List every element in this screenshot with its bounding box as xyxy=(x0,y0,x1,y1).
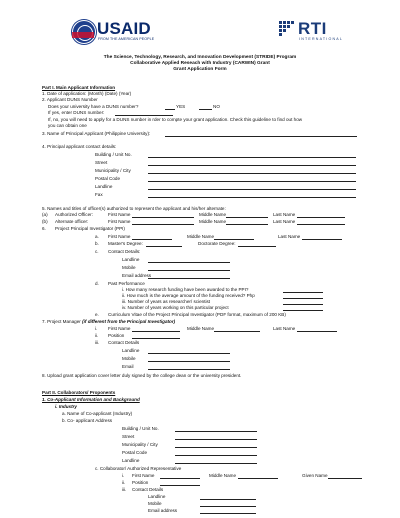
pm-last-name-label: Last Name xyxy=(273,326,296,331)
q2-duns: 2. Applicant DUNS Number xyxy=(42,97,98,102)
co-postal-label: Postal Code xyxy=(122,450,148,455)
ppi-landline-input[interactable] xyxy=(148,262,230,263)
alternate-middle-name-label: Middle Name xyxy=(199,219,227,224)
officer-last-name-label: Last Name xyxy=(273,212,296,217)
ppi-last-name-label: Last Name xyxy=(278,234,301,239)
rep-i-label: i. xyxy=(122,473,125,478)
pp-ii-input[interactable] xyxy=(283,298,323,299)
contact-fax-input[interactable] xyxy=(148,197,356,198)
rep-position-label: Position xyxy=(132,480,149,485)
ppi-contact-details-label: Contact Details: xyxy=(108,249,141,254)
rep-mobile-input[interactable] xyxy=(200,506,256,507)
officer-last-name-input[interactable] xyxy=(297,217,345,218)
masters-degree-input[interactable] xyxy=(146,246,182,247)
co-postal-input[interactable] xyxy=(175,455,257,456)
ppi-mobile-label: Mobile xyxy=(122,265,136,270)
alternate-last-name-input[interactable] xyxy=(297,224,345,225)
rep-mobile-label: Mobile xyxy=(148,501,162,506)
authorized-officer-label: Authorized Officer: xyxy=(55,212,93,217)
duns-no-blank[interactable] xyxy=(199,109,212,110)
rti-logo-icon xyxy=(279,21,295,37)
contact-street-label: Street xyxy=(95,160,108,165)
pp-iii-question: iii. Number of years as researcher/ scientist xyxy=(122,299,211,304)
program-title: The Science, Technology, Research, and Innovation Development (STRIDE) Program xyxy=(103,55,297,60)
contact-landline-label: Landline xyxy=(95,184,113,189)
pp-iv-question: iv. Number of years working on this particular project xyxy=(122,305,229,310)
alternate-middle-name-input[interactable] xyxy=(226,224,268,225)
contact-street-input[interactable] xyxy=(148,165,356,166)
rep-middle-name-input[interactable] xyxy=(238,478,278,479)
duns-number-input[interactable] xyxy=(115,115,173,116)
ppi-e-label: e. xyxy=(95,312,99,317)
doctorate-degree-input[interactable] xyxy=(238,246,276,247)
pp-i-input[interactable] xyxy=(283,292,323,293)
ppi-email-input[interactable] xyxy=(148,278,230,279)
pm-first-name-input[interactable] xyxy=(132,331,180,332)
cv-upload-label[interactable]: Curriculum Vitae of the Project Principal Investigator (PDF format, maximum of 200 KB) xyxy=(108,312,286,317)
alternate-first-name-input[interactable] xyxy=(132,224,194,225)
q7-note: (if different from the Principal Investigator) xyxy=(82,319,176,324)
rep-landline-label: Landline xyxy=(148,494,166,499)
co-landline-input[interactable] xyxy=(175,463,257,464)
co-building-input[interactable] xyxy=(175,431,257,432)
coapplicant-address-label: b. Co- applicant Address xyxy=(62,418,113,423)
pm-contact-details-label: Contact Details xyxy=(108,340,140,345)
rep-middle-name-label: Middle Name xyxy=(209,473,237,478)
rep-contact-details-label: Contact Details xyxy=(132,487,164,492)
ppi-mobile-input[interactable] xyxy=(148,270,230,271)
rep-given-name-label: Given Name xyxy=(302,473,328,478)
applicant-name-input[interactable] xyxy=(165,136,357,137)
officer-first-name-input[interactable] xyxy=(132,217,194,218)
form-title: Grant Application Form xyxy=(173,67,227,72)
q7-label: 7. Project Manager xyxy=(42,319,81,324)
usaid-seal-band xyxy=(72,32,94,38)
q2c-note-line1: If, no, you will need to apply for a DUNS number in rder to compte your grant application. Check this guideline to find out how xyxy=(48,117,303,122)
contact-postal-input[interactable] xyxy=(148,181,356,182)
part1-title: Part I. Main Applicant Information xyxy=(42,85,116,90)
duns-no-label: NO xyxy=(213,104,220,109)
officer-first-name-label: First Name xyxy=(108,212,131,217)
past-performance-label: Past Performance xyxy=(108,281,145,286)
alternate-last-name-label: Last Name xyxy=(273,219,296,224)
rep-landline-input[interactable] xyxy=(200,499,256,500)
part2-section1-title: 1. Co-Applicant Information and Background xyxy=(42,397,140,402)
ppi-heading: Project Principal Investigator (PPI) xyxy=(55,226,125,231)
usaid-logo-text: USAID xyxy=(97,19,151,38)
q2c-note-line2: you can obtain one xyxy=(48,123,87,128)
masters-degree-label: Master's Degree: xyxy=(108,241,143,246)
q2b-duns-number: If yes, enter DUNS number: xyxy=(48,110,105,115)
pm-position-label: Position xyxy=(108,333,125,338)
collaborator-rep-label: c. Collaborator/ Authorized Representative xyxy=(95,466,182,471)
rep-email-label: Email address xyxy=(148,508,178,513)
rep-email-input[interactable] xyxy=(200,513,256,514)
ppi-first-name-label: First Name xyxy=(108,234,131,239)
ppi-email-label: Email address xyxy=(122,273,152,278)
contact-city-label: Municipality / City xyxy=(95,168,131,173)
pm-first-name-label: First Name xyxy=(108,326,131,331)
co-landline-label: Landline xyxy=(122,458,140,463)
co-street-label: Street xyxy=(122,434,135,439)
grant-title: Collaborative Applied Reseach with Industry (CARWIN) Grant xyxy=(130,61,270,66)
q5b-label: (b) xyxy=(42,219,48,224)
pp-ii-question: ii. How much is the average amount of the funding received? Php xyxy=(122,293,255,298)
ppi-first-name-input[interactable] xyxy=(132,239,172,240)
contact-fax-label: Fax xyxy=(95,192,103,197)
q1-date: 1. Date of application: (Month) (Date) (Year) xyxy=(42,91,132,96)
contact-postal-label: Postal Code xyxy=(95,176,121,181)
q5a-label: (a) xyxy=(42,212,48,217)
duns-yes-blank[interactable] xyxy=(165,109,175,110)
ppi-c-label: c. xyxy=(95,249,99,254)
contact-building-label: Building / Unit No. xyxy=(95,152,132,157)
pp-i-question: i. How many research funding have been awarded to the PPI? xyxy=(122,287,249,292)
ppi-middle-name-label: Middle Name xyxy=(187,234,215,239)
contact-city-input[interactable] xyxy=(148,173,356,174)
pm-mobile-label: Mobile xyxy=(122,356,136,361)
rti-logo-text: RTI xyxy=(298,19,327,38)
alternate-first-name-label: First Name xyxy=(108,219,131,224)
pm-landline-input[interactable] xyxy=(148,353,230,354)
pm-email-label: Email xyxy=(122,364,134,369)
rep-position-input[interactable] xyxy=(160,485,200,486)
pm-i-label: i. xyxy=(95,326,98,331)
ppi-middle-name-input[interactable] xyxy=(214,239,254,240)
part2-industry-label: i. Industry xyxy=(55,404,77,409)
rep-first-name-input[interactable] xyxy=(160,478,200,479)
ppi-b-label: b. xyxy=(95,241,99,246)
pm-landline-label: Landline xyxy=(122,348,140,353)
usaid-tagline: FROM THE AMERICAN PEOPLE xyxy=(98,37,155,41)
contact-landline-input[interactable] xyxy=(148,189,356,190)
officer-middle-name-label: Middle Name xyxy=(199,212,227,217)
coapplicant-name-label: a. Name of Co-applicant (Industry) xyxy=(62,411,133,416)
pm-iii-label: iii. xyxy=(95,340,100,345)
co-street-input[interactable] xyxy=(175,439,257,440)
duns-yes-label: YES xyxy=(176,104,186,109)
doctorate-degree-label: Doctorate Degree: xyxy=(198,241,236,246)
q5-officers: 5. Names and titles of officer(s) authorized to represent the applicant and his/her alternate: xyxy=(42,206,226,211)
q4-contact-details: 4. Principal applicant contact details: xyxy=(42,144,117,149)
q7-project-manager xyxy=(42,319,175,324)
q2a-question: Does your university have a DUNS number? xyxy=(48,104,139,109)
pm-mobile-input[interactable] xyxy=(148,361,230,362)
pp-iii-input[interactable] xyxy=(283,304,323,305)
rep-given-name-input[interactable] xyxy=(328,478,362,479)
pm-middle-name-label: Middle Name xyxy=(187,326,215,331)
ppi-last-name-input[interactable] xyxy=(302,239,342,240)
co-city-input[interactable] xyxy=(175,447,257,448)
rep-first-name-label: First Name xyxy=(132,473,155,478)
pm-ii-label: ii. xyxy=(95,333,99,338)
q6-label: 6. xyxy=(42,226,46,231)
part2-title: Part II. Collaborators/ Proponents xyxy=(42,390,116,395)
pm-last-name-input[interactable] xyxy=(297,331,337,332)
rep-ii-label: ii. xyxy=(122,480,126,485)
ppi-a-label: a. xyxy=(95,234,99,239)
pm-middle-name-input[interactable] xyxy=(214,331,260,332)
q3-applicant-name: 3. Name of Principal Applicant (Philippine University): xyxy=(42,131,151,136)
ppi-d-label: d. xyxy=(95,281,99,286)
co-city-label: Municipality / City xyxy=(122,442,158,447)
contact-building-input[interactable] xyxy=(148,157,356,158)
rti-logo-subtext: INTERNATIONAL xyxy=(299,37,344,41)
co-building-label: Building / Unit No. xyxy=(122,426,159,431)
q8-upload-cover-letter[interactable]: 8. Upload grant application cover letter duly signed by the college dean or the university president. xyxy=(42,373,242,378)
rep-iii-label: iii. xyxy=(122,487,127,492)
pm-position-input[interactable] xyxy=(132,338,180,339)
ppi-landline-label: Landline xyxy=(122,257,140,262)
pp-iv-input[interactable] xyxy=(283,310,323,311)
alternate-officer-label: Alternate officer: xyxy=(55,219,89,224)
pm-email-input[interactable] xyxy=(148,369,230,370)
officer-middle-name-input[interactable] xyxy=(226,217,268,218)
